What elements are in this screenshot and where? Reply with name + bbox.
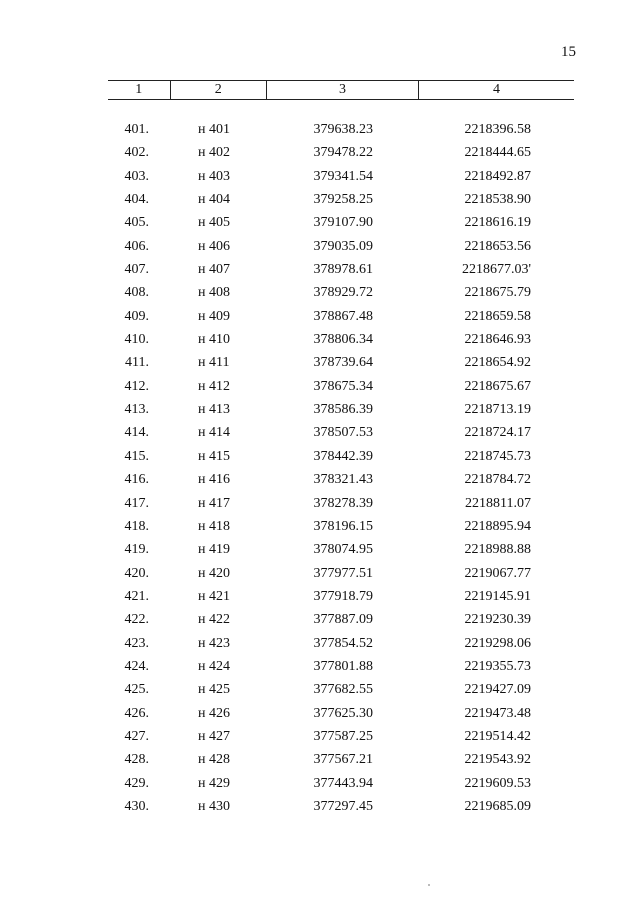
coordinate-x: 379107.90 <box>313 215 373 231</box>
point-name: н 417 <box>198 495 230 511</box>
point-name: н 411 <box>198 355 230 371</box>
coordinate-x: 378507.53 <box>313 425 373 441</box>
column-header-2: 2 <box>170 81 266 100</box>
table-row <box>0 679 640 702</box>
table-row <box>0 422 640 445</box>
point-name: н 425 <box>198 682 230 698</box>
coordinate-x: 378442.39 <box>313 448 373 464</box>
row-number: 414. <box>124 425 149 441</box>
row-number: 418. <box>124 518 149 534</box>
row-number: 412. <box>124 378 149 394</box>
coordinate-y: 2218616.19 <box>464 215 531 231</box>
table-row <box>0 796 640 819</box>
point-name: н 416 <box>198 472 230 488</box>
row-number: 410. <box>124 332 149 348</box>
coordinate-x: 379478.22 <box>313 145 373 161</box>
row-number: 425. <box>124 682 149 698</box>
coordinate-y: 2218646.93 <box>464 332 531 348</box>
row-number: 421. <box>124 588 149 604</box>
coordinate-y: 2218538.90 <box>464 192 531 208</box>
row-number: 415. <box>124 448 149 464</box>
row-number: 413. <box>124 402 149 418</box>
coordinate-x: 377443.94 <box>313 775 373 791</box>
coordinate-y: 2219298.06 <box>464 635 531 651</box>
point-name: н 404 <box>198 192 230 208</box>
page-number: 15 <box>561 44 576 60</box>
coordinate-y: 2219355.73 <box>464 658 531 674</box>
table-row <box>0 773 640 796</box>
point-name: н 407 <box>198 262 230 278</box>
coordinate-y: 2219427.09 <box>464 682 531 698</box>
coordinate-x: 379638.23 <box>313 122 373 137</box>
row-number: 420. <box>124 565 149 581</box>
coordinate-x: 377887.09 <box>313 612 373 628</box>
table-row <box>0 656 640 679</box>
coordinate-y: 2219473.48 <box>464 705 531 721</box>
table-row <box>0 282 640 305</box>
table-row <box>0 539 640 562</box>
point-name: н 427 <box>198 728 230 744</box>
row-number: 416. <box>124 472 149 488</box>
table-row <box>0 142 640 165</box>
coordinate-y: 2218724.17 <box>464 425 531 441</box>
table-row <box>0 703 640 726</box>
table-row <box>0 469 640 492</box>
table-row <box>0 633 640 656</box>
coordinate-x: 377977.51 <box>313 565 373 581</box>
row-number: 406. <box>124 238 149 254</box>
table-row <box>0 236 640 259</box>
coordinate-x: 377625.30 <box>313 705 373 721</box>
coordinate-x: 377682.55 <box>313 682 373 698</box>
coordinate-y: 2218745.73 <box>464 448 531 464</box>
row-number: 417. <box>124 495 149 511</box>
coordinate-y: 2219543.92 <box>464 752 531 768</box>
table-row <box>0 749 640 772</box>
coordinate-x: 377587.25 <box>313 728 373 744</box>
coordinates-table-body <box>0 119 640 819</box>
row-number: 424. <box>124 658 149 674</box>
coordinate-x: 377567.21 <box>313 752 373 768</box>
point-name: н 422 <box>198 612 230 628</box>
table-row <box>0 563 640 586</box>
coordinate-x: 378196.15 <box>313 518 373 534</box>
coordinate-x: 378675.34 <box>313 378 373 394</box>
point-name: н 429 <box>198 775 230 791</box>
point-name: н 410 <box>198 332 230 348</box>
table-row <box>0 586 640 609</box>
coordinate-y: 2218677.03' <box>461 262 531 278</box>
table-header <box>108 80 574 100</box>
column-header-1: 1 <box>108 81 170 100</box>
coordinate-x: 379035.09 <box>313 238 373 254</box>
coordinate-y: 2219067.77 <box>464 565 531 581</box>
table-row <box>0 166 640 189</box>
coordinate-y: 2218396.58 <box>464 122 531 137</box>
row-number: 411. <box>125 355 149 371</box>
coordinate-x: 377918.79 <box>313 588 373 604</box>
coordinate-y: 2218811.07 <box>465 495 531 511</box>
column-header-3: 3 <box>266 81 418 100</box>
scan-speck <box>428 884 430 886</box>
coordinate-x: 378929.72 <box>313 285 373 301</box>
row-number: 407. <box>124 262 149 278</box>
table-row <box>0 306 640 329</box>
point-name: н 419 <box>198 542 230 558</box>
table-row <box>0 189 640 212</box>
row-number: 419. <box>124 542 149 558</box>
column-header-4: 4 <box>418 81 574 100</box>
point-name: н 415 <box>198 448 230 464</box>
table-row <box>0 516 640 539</box>
coordinate-y: 2218492.87 <box>464 168 531 184</box>
table-row <box>0 329 640 352</box>
point-name: н 412 <box>198 378 230 394</box>
coordinate-y: 2219685.09 <box>464 798 531 814</box>
table-row <box>0 119 640 142</box>
point-name: н 426 <box>198 705 230 721</box>
table-row <box>0 609 640 632</box>
point-name: н 405 <box>198 215 230 231</box>
coordinate-y: 2218713.19 <box>464 402 531 418</box>
point-name: н 406 <box>198 238 230 254</box>
row-number: 409. <box>124 308 149 324</box>
row-number: 422. <box>124 612 149 628</box>
coordinate-x: 378978.61 <box>313 262 373 278</box>
row-number: 404. <box>124 192 149 208</box>
row-number: 429. <box>124 775 149 791</box>
row-number: 401. <box>124 122 149 137</box>
table-row <box>0 352 640 375</box>
point-name: н 414 <box>198 425 230 441</box>
point-name: н 421 <box>198 588 230 604</box>
coordinate-x: 378739.64 <box>313 355 373 371</box>
point-name: н 401 <box>198 122 230 137</box>
point-name: н 403 <box>198 168 230 184</box>
coordinate-y: 2218675.79 <box>464 285 531 301</box>
point-name: н 418 <box>198 518 230 534</box>
coordinate-y: 2218784.72 <box>464 472 531 488</box>
row-number: 430. <box>124 798 149 814</box>
coordinate-y: 2218444.65 <box>464 145 531 161</box>
coordinate-y: 2218653.56 <box>464 238 531 254</box>
coordinate-y: 2218654.92 <box>464 355 531 371</box>
table-row <box>0 399 640 422</box>
table-row <box>0 376 640 399</box>
point-name: н 428 <box>198 752 230 768</box>
coordinate-x: 378806.34 <box>313 332 373 348</box>
point-name: н 423 <box>198 635 230 651</box>
row-number: 427. <box>124 728 149 744</box>
coordinate-x: 378074.95 <box>313 542 373 558</box>
coordinate-x: 377854.52 <box>313 635 373 651</box>
coordinate-y: 2218988.88 <box>464 542 531 558</box>
row-number: 423. <box>124 635 149 651</box>
point-name: н 402 <box>198 145 230 161</box>
coordinate-y: 2218675.67 <box>464 378 531 394</box>
point-name: н 420 <box>198 565 230 581</box>
point-name: н 430 <box>198 798 230 814</box>
row-number: 428. <box>124 752 149 768</box>
row-number: 405. <box>124 215 149 231</box>
coordinate-x: 379258.25 <box>313 192 373 208</box>
coordinate-x: 378321.43 <box>313 472 373 488</box>
table-row <box>0 493 640 516</box>
coordinate-y: 2218659.58 <box>464 308 531 324</box>
table-row <box>0 446 640 469</box>
coordinate-y: 2219230.39 <box>464 612 531 628</box>
coordinate-y: 2219609.53 <box>464 775 531 791</box>
row-number: 403. <box>124 168 149 184</box>
coordinate-y: 2219145.91 <box>464 588 531 604</box>
row-number: 402. <box>124 145 149 161</box>
coordinate-x: 378278.39 <box>313 495 373 511</box>
coordinate-y: 2218895.94 <box>464 518 531 534</box>
coordinate-x: 378586.39 <box>313 402 373 418</box>
table-row <box>0 259 640 282</box>
point-name: н 409 <box>198 308 230 324</box>
point-name: н 424 <box>198 658 230 674</box>
table-row <box>0 726 640 749</box>
coordinate-y: 2219514.42 <box>464 728 531 744</box>
table-row <box>0 212 640 235</box>
point-name: н 413 <box>198 402 230 418</box>
point-name: н 408 <box>198 285 230 301</box>
coordinate-x: 377801.88 <box>313 658 373 674</box>
row-number: 408. <box>124 285 149 301</box>
coordinate-x: 378867.48 <box>313 308 373 324</box>
coordinate-x: 379341.54 <box>313 168 373 184</box>
coordinate-x: 377297.45 <box>313 798 373 814</box>
row-number: 426. <box>124 705 149 721</box>
